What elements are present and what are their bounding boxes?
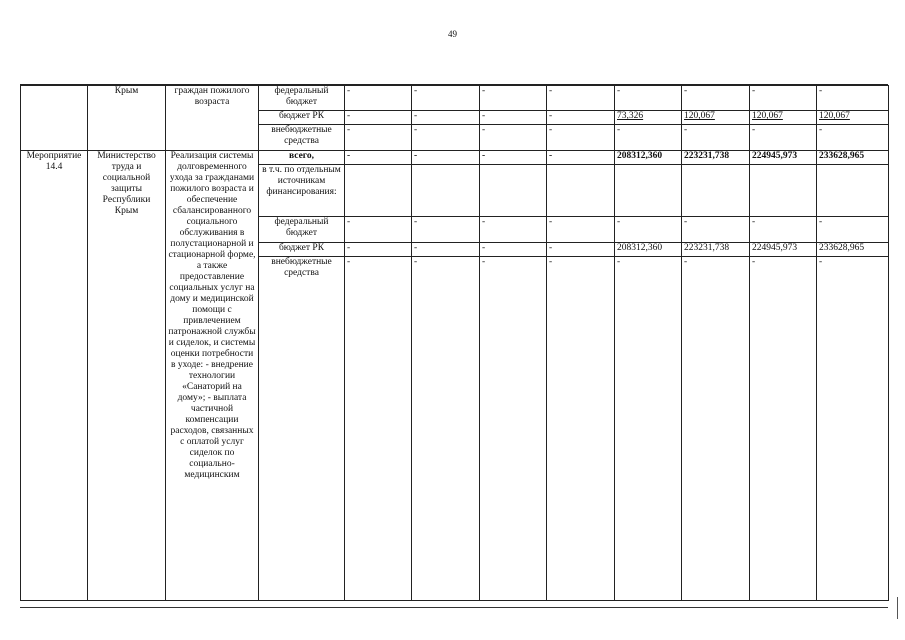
amount-cell: 233628,965 (817, 243, 889, 257)
amount-cell: 120,067 (682, 111, 750, 125)
amount-cell: 224945,973 (750, 243, 817, 257)
amount-cell: - (412, 217, 480, 243)
page-edge-mark (897, 597, 898, 619)
amount-cell (750, 165, 817, 217)
amount-cell: - (817, 257, 889, 601)
table-row (21, 86, 889, 111)
funding-source-cell: в т.ч. по отдельным источникам финансирования: (259, 165, 345, 217)
amount-cell: - (412, 86, 480, 111)
amount-cell: 120,067 (817, 111, 889, 125)
description-cell: граждан пожилого возраста (166, 86, 259, 151)
amount-cell: - (615, 217, 682, 243)
amount-cell: - (480, 86, 547, 111)
amount-cell: 233628,965 (817, 151, 889, 165)
amount-cell: - (480, 243, 547, 257)
amount-cell: - (547, 151, 615, 165)
bottom-rule (20, 607, 888, 608)
amount-cell (682, 165, 750, 217)
amount-cell: - (345, 217, 412, 243)
funding-source-cell: внебюджетные средства (259, 257, 345, 601)
amount-cell (547, 165, 615, 217)
amount-cell: - (750, 217, 817, 243)
amount-cell: - (412, 111, 480, 125)
amount-cell: - (480, 125, 547, 151)
amount-cell: - (615, 86, 682, 111)
executor-cell: Министерство труда и социальной защиты Республики Крым (88, 151, 166, 601)
amount-cell: 223231,738 (682, 243, 750, 257)
funding-source-cell: бюджет РК (259, 243, 345, 257)
amount-cell: - (817, 86, 889, 111)
amount-cell: - (480, 257, 547, 601)
funding-source-cell: бюджет РК (259, 111, 345, 125)
amount-cell: - (547, 257, 615, 601)
amount-cell: - (412, 151, 480, 165)
amount-cell: - (412, 125, 480, 151)
amount-cell: 223231,738 (682, 151, 750, 165)
amount-cell: - (345, 86, 412, 111)
amount-cell: - (682, 86, 750, 111)
amount-cell: - (345, 243, 412, 257)
amount-cell: - (547, 243, 615, 257)
amount-cell: - (817, 217, 889, 243)
measure-cell (21, 86, 88, 151)
amount-cell: - (547, 86, 615, 111)
amount-cell: - (547, 217, 615, 243)
amount-cell: 120,067 (750, 111, 817, 125)
amount-cell: - (547, 111, 615, 125)
amount-cell: 208312,360 (615, 151, 682, 165)
funding-source-cell: внебюджетные средства (259, 125, 345, 151)
amount-cell: 224945,973 (750, 151, 817, 165)
amount-cell (412, 165, 480, 217)
amount-cell: - (345, 111, 412, 125)
measure-cell: Мероприятие 14.4 (21, 151, 88, 601)
amount-cell: - (345, 151, 412, 165)
page-number: 49 (448, 29, 457, 39)
amount-cell: 208312,360 (615, 243, 682, 257)
executor-cell: Крым (88, 86, 166, 151)
amount-cell (480, 165, 547, 217)
amount-cell: - (750, 86, 817, 111)
amount-cell: - (615, 257, 682, 601)
amount-cell: - (480, 151, 547, 165)
budget-table (20, 85, 889, 601)
amount-cell (615, 165, 682, 217)
amount-cell: - (547, 125, 615, 151)
amount-cell: - (480, 111, 547, 125)
table-row (21, 151, 889, 165)
description-cell: Реализация системы долговременного ухода за гражданами пожилого возраста и обеспечение сбалансированного социального обслуживания в полустационарной и стационарной форме, а также предоставление социальных услуг на дому и медицинской помощи с привлечением патронажной службы и сиделок, и системы оценки потребности в уходе: - внедрение технологии «Санаторий на дому»; - выплата частичной компенсации расходов, связанных с оплатой услуг сиделок по социально-медицинским (166, 151, 259, 601)
amount-cell: - (480, 217, 547, 243)
amount-cell: - (817, 125, 889, 151)
funding-source-cell: федеральный бюджет (259, 217, 345, 243)
amount-cell: - (345, 125, 412, 151)
amount-cell: - (615, 125, 682, 151)
amount-cell (817, 165, 889, 217)
amount-cell: - (412, 243, 480, 257)
amount-cell: - (682, 217, 750, 243)
amount-cell: - (750, 125, 817, 151)
amount-cell: - (682, 257, 750, 601)
amount-cell: - (682, 125, 750, 151)
funding-source-cell: федеральный бюджет (259, 86, 345, 111)
amount-cell (345, 165, 412, 217)
amount-cell: 73,326 (615, 111, 682, 125)
funding-source-cell: всего, (259, 151, 345, 165)
amount-cell: - (412, 257, 480, 601)
amount-cell: - (345, 257, 412, 601)
amount-cell: - (750, 257, 817, 601)
